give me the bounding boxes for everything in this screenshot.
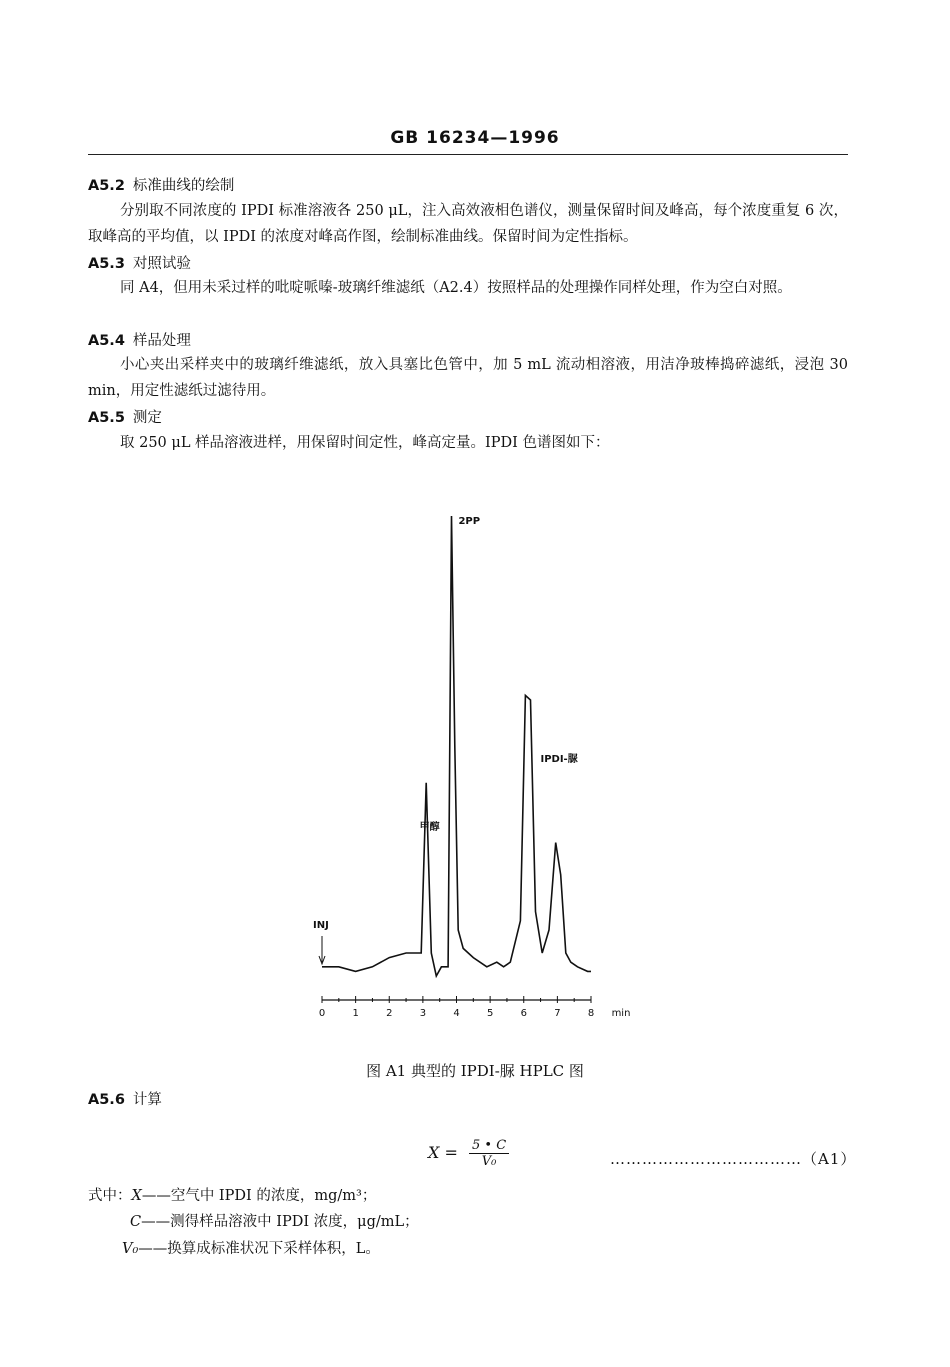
x-tick-label: 8 [587, 1008, 595, 1019]
where-symbol: X [131, 1188, 142, 1204]
figure-caption: 图 A1 典型的 IPDI-脲 HPLC 图 [366, 1062, 584, 1080]
where-desc: ——空气中 IPDI 的浓度，mg/m³； [141, 1188, 377, 1204]
chromatogram-trace [322, 516, 591, 976]
peak-label: INJ [313, 920, 329, 931]
x-axis-label: min [611, 1008, 631, 1019]
section-number: A5.2 [88, 178, 125, 194]
section-number: A5.4 [88, 333, 125, 349]
where-desc: ——测得样品溶液中 IPDI 浓度，μg/mL； [141, 1214, 419, 1230]
paragraph: 同 A4，但用未采过样的吡啶哌嗪-玻璃纤维滤纸（A2.4）按照样品的处理操作同样处理，作为空白对照。 [120, 280, 792, 296]
where-desc: ——换算成标准状况下采样体积，L。 [138, 1241, 380, 1257]
where-intro: 式中： [88, 1188, 132, 1204]
x-tick-label: 3 [419, 1008, 427, 1019]
where-line [122, 1237, 380, 1258]
x-tick-label: 5 [486, 1008, 494, 1019]
hplc-chromatogram [290, 500, 650, 1030]
formula-lhs: X = [428, 1143, 458, 1162]
formula-fraction [469, 1138, 509, 1169]
section-title: 对照试验 [132, 256, 191, 272]
paragraph: 取 250 μL 样品溶液进样，用保留时间定性，峰高定量。IPDI 色谱图如下： [120, 435, 610, 451]
paragraph: 小心夹出采样夹中的玻璃纤维滤纸，放入具塞比色管中，加 5 mL 流动相溶液，用洁净玻棒捣碎滤纸，浸泡 30 min，用定性滤纸过滤待用。 [88, 357, 848, 399]
where-symbol: V₀ [122, 1241, 139, 1257]
section-heading [88, 329, 191, 350]
x-tick-label: 1 [352, 1008, 359, 1019]
x-tick-label: 7 [554, 1008, 561, 1019]
formula-numerator: 5 • C [469, 1138, 509, 1154]
section-title: 样品处理 [132, 333, 191, 349]
formula-label: ………………………………（A1） [610, 1150, 857, 1168]
section-title: 计算 [132, 1092, 162, 1108]
peak-label: 2PP [458, 516, 481, 527]
where-symbol: C [130, 1214, 142, 1230]
document-header: GB 16234—1996 [390, 128, 560, 148]
section-number: A5.6 [88, 1092, 125, 1108]
x-tick-label: 0 [318, 1008, 326, 1019]
formula-denominator: V₀ [481, 1154, 497, 1169]
paragraph: 分别取不同浓度的 IPDI 标准溶液各 250 μL，注入高效液相色谱仪，测量保留时间及峰高，每个浓度重复 6 次，取峰高的平均值，以 IPDI 的浓度对峰高作图，绘制标准曲线。保留时间为定性指标。 [88, 203, 848, 245]
peak-label: 甲醇 [419, 822, 440, 833]
x-tick-label: 4 [453, 1008, 460, 1019]
section-heading [88, 1088, 162, 1109]
x-tick-label: 2 [386, 1008, 393, 1019]
section-number: A5.3 [88, 256, 125, 272]
where-line [88, 1184, 376, 1205]
section-heading [88, 252, 191, 273]
section-title: 标准曲线的绘制 [132, 178, 235, 194]
x-tick-label: 6 [520, 1008, 527, 1019]
peak-label: IPDI-脲 [540, 754, 578, 765]
where-line [130, 1210, 419, 1231]
section-title: 测定 [132, 410, 162, 426]
section-heading [88, 174, 234, 195]
section-number: A5.5 [88, 410, 125, 426]
formula [428, 1138, 509, 1169]
header-rule [88, 154, 848, 155]
section-heading [88, 406, 162, 427]
